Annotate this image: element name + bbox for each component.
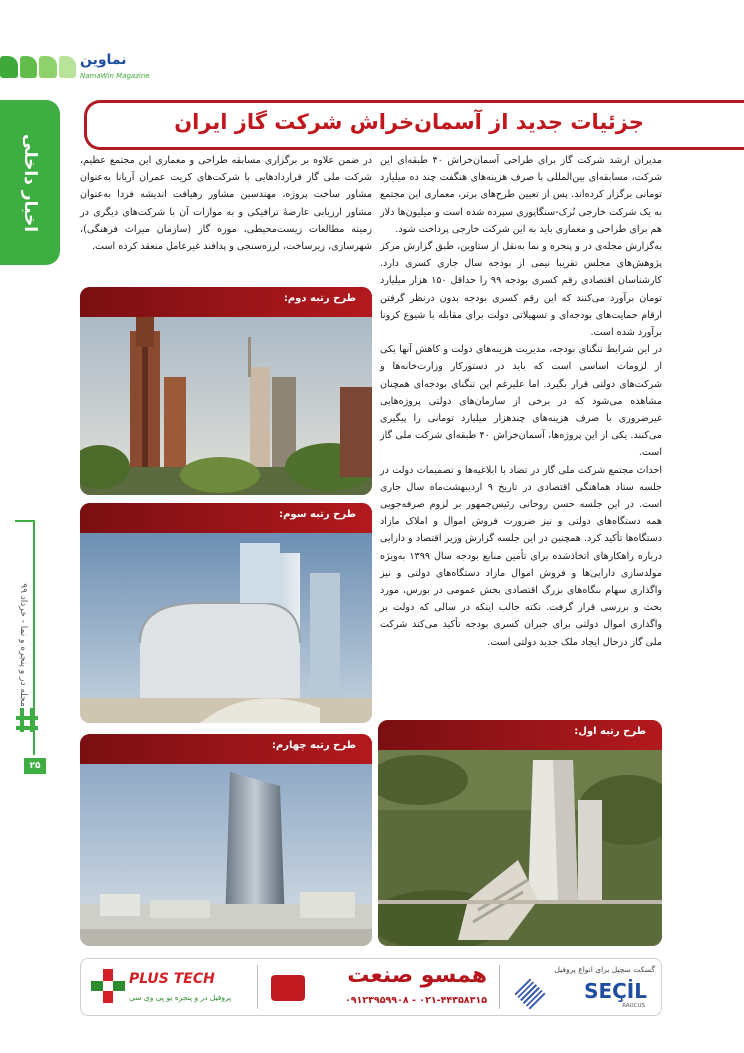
article-title: جزئیات جدید از آسمان‌خراش شرکت گاز ایران bbox=[174, 110, 644, 134]
section-tab bbox=[0, 100, 60, 265]
ad-divider bbox=[499, 965, 500, 1009]
card-label: طرح رتبه دوم: bbox=[283, 293, 356, 304]
tower-render-image bbox=[80, 317, 372, 495]
logo-subtitle: NamaWin Magazine bbox=[80, 72, 150, 80]
advertisements-bar bbox=[80, 958, 662, 1016]
paragraph: در این شرایط تنگنای بودجه، مدیریت هزینه‌های دولت و کاهش آنها یکی از لزومات اساسی است که باید در دستورکار وزارت‌خانه‌ها و شرکت‌های دولتی قرار بگیرد. اما علیرغم این تنگنای بودجه‌ای همچنان مشاهده می‌شود که در برخی از سازمان‌های دولتی پروژه‌هایی غیرضروری با صرف هزینه‌های چندهزار میلیارد تومانی را پیگیری می‌کنند. یکی از این پروژه‌ها، آسمان‌خراش ۴۰ طبقه‌ای شرکت ملی گاز است. bbox=[380, 344, 662, 459]
page-number: ۲۵ bbox=[24, 758, 46, 774]
paragraph: در ضمن علاوه بر برگزاری مسابقه طراحی و معماری این مجتمع عظیم، شرکت ملی گاز قراردادهایی با شرکت‌های کریت عمران آریانا به‌عنوان مشاور ساخت پروژه، مهندسین مشاور رهیافت اندیشه فردا به‌عنوان مشاور ارزیابی عارضهٔ ترافیکی و به موازات آن با شرکت‌های دیگری در زمینه مطالعات زیست‌محیطی، موزه گاز (سازمان میراث فرهنگی)، شهرسازی، زیرساخت، لرزه‌سنجی و پدافند غیرعامل منعقد کرده است. bbox=[80, 155, 372, 253]
issue-caption bbox=[14, 560, 32, 730]
window-icon bbox=[16, 708, 38, 732]
card-label: طرح رتبه چهارم: bbox=[271, 740, 356, 751]
design-card-second bbox=[80, 287, 372, 495]
hamsoo-sanat-ad[interactable] bbox=[267, 963, 493, 1013]
issue-caption-text: مجله در و پنجره و نما - خرداد ۹۹ bbox=[18, 583, 28, 707]
design-card-fourth bbox=[80, 734, 372, 946]
paragraph: احداث مجتمع شرکت ملی گاز در تضاد با ابلاغیه‌ها و تصمیمات دولت در جلسه ستاد هماهنگی اقتصادی در تاریخ ۹ اردیبهشت‌ماه سال جاری است. در این جلسه حسن روحانی رئیس‌جمهور بر لزوم صرفه‌جویی همه دستگاه‌های دولتی و نیز ضرورت فروش اموال و املاک مازاد دستگاه‌ها تأکید کرد. همچنین در این جلسه گزارش وزیر اقتصاد و دارایی درباره راهکارهای اتخاذشده برای تأمین منابع بودجه سال ۱۳۹۹ به‌ویژه مولدسازی دارایی‌ها و فروش اموال مازاد دستگاه‌های دولتی و نیز واگذاری سهام بنگاه‌های بزرگ اقتصادی بخش عمومی در بورس، مورد بحث و بررسی قرار گرفت. نکته جالب اینکه در سالی که دولت بر واگذاری اموال دولتی برای جبران کسری بودجه تأکید می‌کند شرکت ملی گاز درحال ایجاد ملک جدید دولتی است. bbox=[380, 464, 662, 648]
left-column-text bbox=[80, 152, 372, 255]
title-box bbox=[84, 100, 744, 150]
plus-tech-brand: PLUS TECH bbox=[129, 971, 215, 987]
ad-divider bbox=[257, 965, 258, 1009]
section-tab-label: اخبار داخلی bbox=[20, 133, 40, 232]
right-column-text bbox=[380, 152, 662, 651]
tower-render-image bbox=[378, 750, 662, 946]
secil-brand: SEÇİL bbox=[584, 979, 647, 1003]
plus-tech-tagline: پروفیل در و پنجره یو پی وی سی bbox=[129, 993, 232, 1002]
secil-sub: RAUCUS bbox=[622, 1003, 645, 1009]
design-card-first bbox=[378, 720, 662, 946]
secil-ad[interactable] bbox=[507, 963, 657, 1013]
logo-bars-icon bbox=[0, 56, 76, 78]
tower-render-image bbox=[80, 764, 372, 946]
paragraph: مدیران ارشد شرکت گاز برای طراحی آسمان‌خراش ۴۰ طبقه‌ای این شرکت، مسابقه‌ای بین‌المللی با صرف هزینه‌های هنگفت چند ده میلیارد تومانی برگزار کرده‌اند. پس از تعیین طرح‌های برتر، معماری این مجتمع به یک شرکت خارجی تُرک-سنگاپوری سپرده شده است و میلیون‌ها دلار هم برای طراحی و معماری باید به این شرکت خارجی پرداخت شود. bbox=[380, 155, 662, 235]
hamsoo-window-icon bbox=[271, 975, 305, 1001]
side-divider bbox=[15, 520, 35, 522]
secil-logo-icon bbox=[514, 978, 545, 1009]
hamsoo-phone: ۰۲۱-۴۴۳۵۸۳۱۵ - ۰۹۱۲۳۹۵۹۹۰۸ bbox=[344, 995, 487, 1006]
card-label: طرح رتبه اول: bbox=[574, 726, 646, 737]
plus-tech-ad[interactable] bbox=[91, 969, 251, 1009]
card-label: طرح رتبه سوم: bbox=[279, 509, 356, 520]
plus-tech-logo-icon bbox=[91, 969, 125, 1003]
magazine-logo bbox=[0, 50, 170, 84]
hamsoo-brand: همسو صنعت bbox=[347, 963, 487, 988]
logo-name: نماوین bbox=[80, 52, 127, 68]
paragraph: به‌گزارش مجله‌ی در و پنجره و نما به‌نقل از ستاوین، طبق گزارش مرکز پژوهش‌های مجلس تقریبا نیمی از بودجه سال جاری کسری دارد. کارشناسان اقتصادی رقم کسری بودجه ۹۹ را حداقل ۱۵۰ هزار میلیارد تومان برآورد می‌کنند که این رقم کسری بودجه بدون درنظر گرفتن ارقام حمایت‌های بودجه‌ای و تسهیلاتی دولت برای مقابله با شیوع کرونا برآورد شده است. bbox=[380, 241, 662, 339]
secil-tagline: گسکت سچیل برای انواع پروفیل bbox=[554, 965, 655, 974]
tower-render-image bbox=[80, 533, 372, 723]
design-card-third bbox=[80, 503, 372, 723]
